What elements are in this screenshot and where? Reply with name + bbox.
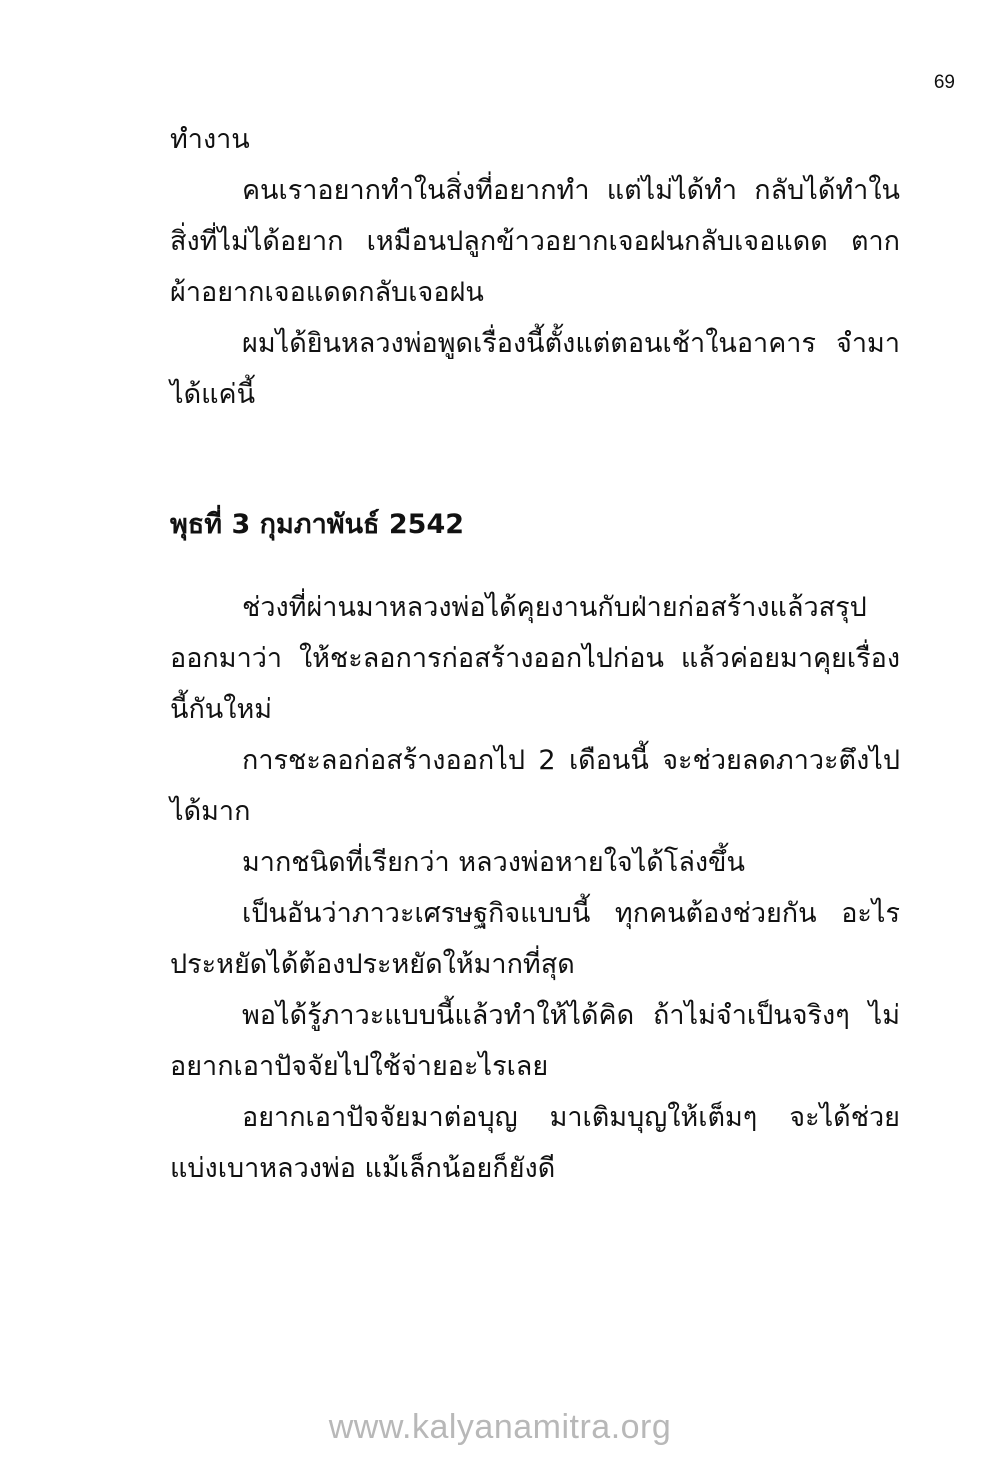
website-watermark: www.kalyanamitra.org xyxy=(328,1408,672,1446)
page-number: 69 xyxy=(933,72,955,93)
paragraph: ผมได้ยินหลวงพ่อพูดเรื่องนี้ตั้งแต่ตอนเช้าในอาคาร จำมาได้แค่นี้ xyxy=(170,328,900,410)
paragraph: ช่วงที่ผ่านมาหลวงพ่อได้คุยงานกับฝ่ายก่อสร้างแล้วสรุปออกมาว่า ให้ชะลอการก่อสร้างออกไปก่อน แล้วค่อยมาคุยเรื่องนี้กันใหม่ xyxy=(170,592,900,725)
paragraph: เป็นอันว่าภาวะเศรษฐกิจแบบนี้ ทุกคนต้องช่วยกัน อะไรประหยัดได้ต้องประหยัดให้มากที่สุด xyxy=(170,898,900,980)
paragraph: พอได้รู้ภาวะแบบนี้แล้วทำให้ได้คิด ถ้าไม่จำเป็นจริงๆ ไม่อยากเอาปัจจัยไปใช้จ่ายอะไรเลย xyxy=(170,1000,900,1082)
top-text-block xyxy=(170,114,900,420)
entry-text-block xyxy=(170,582,900,1194)
continued-line: ทำงาน xyxy=(170,124,250,155)
paragraph: การชะลอก่อสร้างออกไป 2 เดือนนี้ จะช่วยลดภาวะตึงไปได้มาก xyxy=(170,745,900,827)
paragraph: คนเราอยากทำในสิ่งที่อยากทำ แต่ไม่ได้ทำ กลับได้ทำในสิ่งที่ไม่ได้อยาก เหมือนปลูกข้าวอยากเจอฝนกลับเจอแดด ตากผ้าอยากเจอแดดกลับเจอฝน xyxy=(170,175,900,308)
date-heading: พุธที่ 3 กุมภาพันธ์ 2542 xyxy=(170,509,465,540)
paragraph: อยากเอาปัจจัยมาต่อบุญ มาเติมบุญให้เต็มๆ จะได้ช่วยแบ่งเบาหลวงพ่อ แม้เล็กน้อยก็ยังดี xyxy=(170,1102,900,1184)
paragraph: มากชนิดที่เรียกว่า หลวงพ่อหายใจได้โล่งขึ้น xyxy=(242,847,745,878)
